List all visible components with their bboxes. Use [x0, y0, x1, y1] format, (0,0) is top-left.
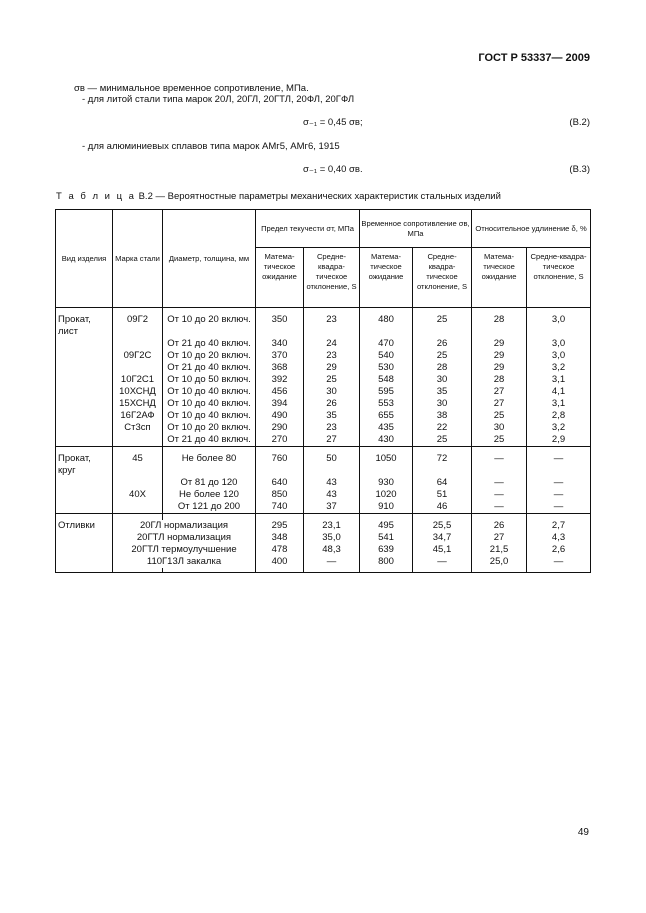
yield-mean-cell: 400 — [256, 556, 304, 568]
table-row — [56, 398, 591, 410]
tensile-mean-cell: 548 — [360, 374, 413, 386]
yield-sd-cell: 29 — [304, 362, 360, 374]
diameter-cell: От 10 до 20 включ. — [163, 314, 256, 338]
equation-b3: σ₋₁ = 0,40 σв. — [303, 164, 363, 175]
table-row — [56, 386, 591, 398]
product-type-cell — [56, 532, 113, 544]
tensile-mean-cell: 930 — [360, 477, 413, 489]
yield-sd-cell: 24 — [304, 338, 360, 350]
steel-grade-cell: 10Г2С1 — [113, 374, 163, 386]
product-type-cell: Прокат, лист — [56, 314, 113, 338]
grade-treatment-cell: 20ГТЛ термоулучшение — [113, 544, 256, 556]
yield-mean-cell: 392 — [256, 374, 304, 386]
header-mean: Матема-тическое ожидание — [472, 248, 527, 308]
table-caption-prefix: Т а б л и ц а — [56, 191, 136, 202]
table-caption — [56, 191, 501, 202]
diameter-cell: От 10 до 40 включ. — [163, 398, 256, 410]
yield-sd-cell: 37 — [304, 501, 360, 514]
header-diameter: Диаметр, толщина, мм — [163, 210, 256, 308]
table-row — [56, 453, 591, 477]
yield-mean-cell: 295 — [256, 520, 304, 532]
steel-grade-cell: 09Г2 — [113, 314, 163, 338]
header-sd: Средне-квадра-тическое отклонение, S — [527, 248, 591, 308]
elong-mean-cell: — — [472, 489, 527, 501]
yield-sd-cell: 25 — [304, 374, 360, 386]
steel-grade-cell: 15ХСНД — [113, 398, 163, 410]
diameter-cell: От 10 до 40 включ. — [163, 386, 256, 398]
yield-sd-cell: 48,3 — [304, 544, 360, 556]
diameter-cell: Не более 120 — [163, 489, 256, 501]
diameter-cell: От 10 до 20 включ. — [163, 350, 256, 362]
table-row — [56, 338, 591, 350]
yield-sd-cell: 23,1 — [304, 520, 360, 532]
tensile-sd-cell: 22 — [413, 422, 472, 434]
product-type-cell — [56, 544, 113, 556]
elong-sd-cell: — — [527, 501, 591, 514]
product-type-cell: Прокат, круг — [56, 453, 113, 477]
cast-steel-line: - для литой стали типа марок 20Л, 20ГЛ, 20ГТЛ, 20ФЛ, 20ГФЛ — [82, 94, 355, 105]
product-type-cell — [56, 477, 113, 489]
product-type-cell — [56, 422, 113, 434]
table-row — [56, 501, 591, 514]
header-sd: Средне-квадра-тическое отклонение, S — [304, 248, 360, 308]
product-type-cell — [56, 489, 113, 501]
equation-b2: σ₋₁ = 0,45 σв; — [303, 117, 363, 128]
page-number: 49 — [577, 827, 589, 838]
diameter-cell: Не более 80 — [163, 453, 256, 477]
tensile-sd-cell: 34,7 — [413, 532, 472, 544]
sigma-definition: σв — минимальное временное сопротивление, МПа. — [74, 83, 309, 94]
yield-mean-cell: 340 — [256, 338, 304, 350]
tensile-sd-cell: 51 — [413, 489, 472, 501]
elong-mean-cell: 29 — [472, 362, 527, 374]
tensile-sd-cell: 25 — [413, 350, 472, 362]
tensile-sd-cell: 45,1 — [413, 544, 472, 556]
yield-mean-cell: 456 — [256, 386, 304, 398]
yield-mean-cell: 348 — [256, 532, 304, 544]
elong-mean-cell: 21,5 — [472, 544, 527, 556]
diameter-cell: От 10 до 40 включ. — [163, 410, 256, 422]
steel-grade-cell: 09Г2С — [113, 350, 163, 362]
steel-grade-cell — [113, 501, 163, 514]
grade-treatment-cell: 20ГТЛ нормализация — [113, 532, 256, 544]
header-steel-grade: Марка стали — [113, 210, 163, 308]
tensile-mean-cell: 639 — [360, 544, 413, 556]
product-type-cell — [56, 374, 113, 386]
table-row — [56, 532, 591, 544]
product-type-cell — [56, 362, 113, 374]
tensile-mean-cell: 655 — [360, 410, 413, 422]
steel-grade-cell: Ст3сп — [113, 422, 163, 434]
header-mean: Матема-тическое ожидание — [256, 248, 304, 308]
grade-treatment-cell: 110Г13Л закалка — [113, 556, 256, 568]
yield-mean-cell: 350 — [256, 314, 304, 338]
yield-mean-cell: 760 — [256, 453, 304, 477]
elong-sd-cell: 2,8 — [527, 410, 591, 422]
elong-sd-cell: 3,1 — [527, 374, 591, 386]
elong-sd-cell: — — [527, 489, 591, 501]
table-row — [56, 477, 591, 489]
elong-sd-cell: 4,1 — [527, 386, 591, 398]
product-type-cell — [56, 410, 113, 422]
elong-sd-cell: 3,2 — [527, 422, 591, 434]
tensile-sd-cell: 64 — [413, 477, 472, 489]
tensile-sd-cell: 30 — [413, 398, 472, 410]
tensile-sd-cell: 26 — [413, 338, 472, 350]
table-row — [56, 410, 591, 422]
tensile-mean-cell: 553 — [360, 398, 413, 410]
elong-sd-cell: 2,7 — [527, 520, 591, 532]
diameter-cell: От 81 до 120 — [163, 477, 256, 489]
yield-mean-cell: 270 — [256, 434, 304, 447]
product-type-cell: Отливки — [56, 520, 113, 532]
steel-grade-cell — [113, 362, 163, 374]
header-sd: Средне-квадра-тическое отклонение, S — [413, 248, 472, 308]
grade-treatment-cell: 20ГЛ нормализация — [113, 520, 256, 532]
elong-sd-cell: 2,6 — [527, 544, 591, 556]
table-row — [56, 434, 591, 447]
table-row — [56, 520, 591, 532]
elong-sd-cell: — — [527, 453, 591, 477]
tensile-mean-cell: 435 — [360, 422, 413, 434]
yield-sd-cell: 43 — [304, 489, 360, 501]
table-row — [56, 544, 591, 556]
yield-sd-cell: 23 — [304, 422, 360, 434]
yield-mean-cell: 290 — [256, 422, 304, 434]
yield-sd-cell: 26 — [304, 398, 360, 410]
tensile-sd-cell: 25 — [413, 314, 472, 338]
elong-mean-cell: 27 — [472, 398, 527, 410]
yield-mean-cell: 640 — [256, 477, 304, 489]
elong-sd-cell: 3,0 — [527, 350, 591, 362]
elong-mean-cell: 28 — [472, 374, 527, 386]
product-type-cell — [56, 398, 113, 410]
tensile-mean-cell: 1050 — [360, 453, 413, 477]
elong-mean-cell: 28 — [472, 314, 527, 338]
yield-sd-cell: 50 — [304, 453, 360, 477]
elong-mean-cell: 30 — [472, 422, 527, 434]
equation-b3-number: (B.3) — [569, 164, 590, 175]
tensile-mean-cell: 540 — [360, 350, 413, 362]
yield-mean-cell: 368 — [256, 362, 304, 374]
table-row — [56, 350, 591, 362]
yield-sd-cell: 35 — [304, 410, 360, 422]
elong-mean-cell: 27 — [472, 532, 527, 544]
diameter-cell: От 10 до 20 включ. — [163, 422, 256, 434]
elong-mean-cell: 29 — [472, 338, 527, 350]
elong-mean-cell: — — [472, 501, 527, 514]
tensile-mean-cell: 800 — [360, 556, 413, 568]
table-row — [56, 362, 591, 374]
tensile-sd-cell: 25 — [413, 434, 472, 447]
header-elongation: Относительное удлинение δ, % — [472, 210, 591, 248]
elong-mean-cell: 25 — [472, 410, 527, 422]
elong-sd-cell: — — [527, 477, 591, 489]
elong-sd-cell: 3,0 — [527, 314, 591, 338]
elong-mean-cell: 27 — [472, 386, 527, 398]
elong-sd-cell: 4,3 — [527, 532, 591, 544]
tensile-mean-cell: 480 — [360, 314, 413, 338]
yield-sd-cell: — — [304, 556, 360, 568]
steel-grade-cell: 45 — [113, 453, 163, 477]
elong-mean-cell: — — [472, 453, 527, 477]
aluminium-line: - для алюминиевых сплавов типа марок АМг5, АМг6, 1915 — [82, 141, 340, 152]
steel-grade-cell — [113, 338, 163, 350]
yield-mean-cell: 478 — [256, 544, 304, 556]
diameter-cell: От 21 до 40 включ. — [163, 362, 256, 374]
tensile-mean-cell: 910 — [360, 501, 413, 514]
header-tensile-strength: Временное сопротивление σв, МПа — [360, 210, 472, 248]
elong-mean-cell: 26 — [472, 520, 527, 532]
diameter-cell: От 21 до 40 включ. — [163, 434, 256, 447]
tensile-mean-cell: 430 — [360, 434, 413, 447]
equation-b2-number: (B.2) — [569, 117, 590, 128]
yield-mean-cell: 394 — [256, 398, 304, 410]
yield-mean-cell: 850 — [256, 489, 304, 501]
tensile-mean-cell: 595 — [360, 386, 413, 398]
elong-sd-cell: 3,2 — [527, 362, 591, 374]
yield-mean-cell: 490 — [256, 410, 304, 422]
tensile-sd-cell: 30 — [413, 374, 472, 386]
elong-mean-cell: — — [472, 477, 527, 489]
elong-sd-cell: 2,9 — [527, 434, 591, 447]
tensile-mean-cell: 530 — [360, 362, 413, 374]
tensile-mean-cell: 1020 — [360, 489, 413, 501]
product-type-cell — [56, 386, 113, 398]
diameter-cell: От 10 до 50 включ. — [163, 374, 256, 386]
elong-mean-cell: 25,0 — [472, 556, 527, 568]
elong-mean-cell: 29 — [472, 350, 527, 362]
elong-sd-cell: 3,1 — [527, 398, 591, 410]
yield-sd-cell: 35,0 — [304, 532, 360, 544]
header-mean: Матема-тическое ожидание — [360, 248, 413, 308]
product-type-cell — [56, 434, 113, 447]
yield-sd-cell: 23 — [304, 314, 360, 338]
steel-grade-cell: 40Х — [113, 489, 163, 501]
diameter-cell: От 21 до 40 включ. — [163, 338, 256, 350]
tensile-sd-cell: 25,5 — [413, 520, 472, 532]
tensile-sd-cell: 28 — [413, 362, 472, 374]
tensile-sd-cell: 35 — [413, 386, 472, 398]
mechanical-properties-table — [55, 209, 591, 573]
tensile-mean-cell: 495 — [360, 520, 413, 532]
yield-sd-cell: 27 — [304, 434, 360, 447]
elong-sd-cell: 3,0 — [527, 338, 591, 350]
tensile-sd-cell: 38 — [413, 410, 472, 422]
table-row — [56, 489, 591, 501]
product-type-cell — [56, 556, 113, 568]
header-yield-strength: Предел текучести σт, МПа — [256, 210, 360, 248]
document-header: ГОСТ Р 53337— 2009 — [478, 52, 590, 64]
steel-grade-cell: 10ХСНД — [113, 386, 163, 398]
yield-sd-cell: 23 — [304, 350, 360, 362]
table-caption-text: В.2 — Вероятностные параметры механических характеристик стальных изделий — [138, 191, 501, 202]
elong-mean-cell: 25 — [472, 434, 527, 447]
tensile-mean-cell: 541 — [360, 532, 413, 544]
table-row — [56, 374, 591, 386]
table-row — [56, 556, 591, 568]
yield-sd-cell: 43 — [304, 477, 360, 489]
tensile-sd-cell: 72 — [413, 453, 472, 477]
product-type-cell — [56, 501, 113, 514]
diameter-cell: От 121 до 200 — [163, 501, 256, 514]
yield-mean-cell: 740 — [256, 501, 304, 514]
product-type-cell — [56, 350, 113, 362]
tensile-sd-cell: — — [413, 556, 472, 568]
table-row — [56, 314, 591, 338]
steel-grade-cell — [113, 477, 163, 489]
yield-sd-cell: 30 — [304, 386, 360, 398]
elong-sd-cell: — — [527, 556, 591, 568]
tensile-sd-cell: 46 — [413, 501, 472, 514]
tensile-mean-cell: 470 — [360, 338, 413, 350]
yield-mean-cell: 370 — [256, 350, 304, 362]
header-product-type: Вид изделия — [56, 210, 113, 308]
steel-grade-cell — [113, 434, 163, 447]
table-row — [56, 422, 591, 434]
product-type-cell — [56, 338, 113, 350]
steel-grade-cell: 16Г2АФ — [113, 410, 163, 422]
